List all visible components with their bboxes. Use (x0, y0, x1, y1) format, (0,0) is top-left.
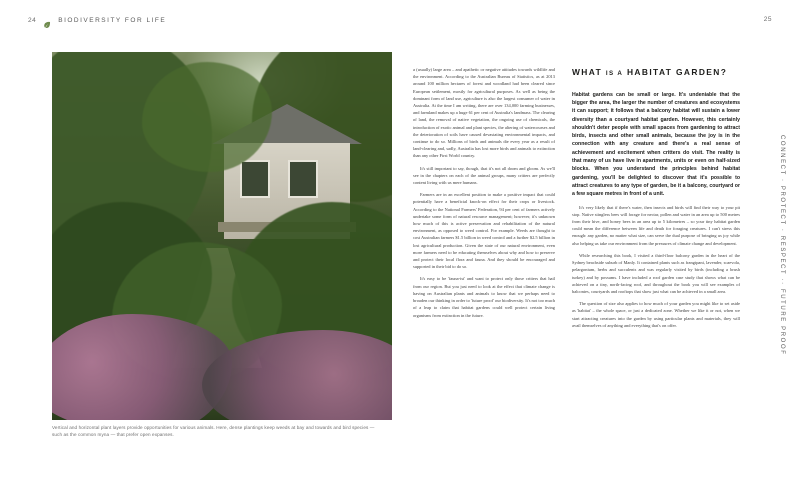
body-column-continuation (413, 66, 555, 324)
paragraph: It's still important to say, though, that it's not all doom and gloom. As we'll see in the chapters on each of the animal groups, many critters are perfectly content living with us mere humans. (413, 165, 555, 186)
section-heading-small: IS A (605, 70, 624, 77)
section-standfirst: Habitat gardens can be small or large. It's undeniable that the bigger the area, the larger the number of creatures and ecosystems it can support; it follows that a balcony habitat will sustain a lower diversity than a courtyard habitat garden. However, this certainly shouldn't deter people with small spaces from gardening to attract birds, insects and other small animals, because the joy is in the connection with any creature and there's a real sense of achievement and excitement when critters do visit. The reality is that many of us have live in apartments, units or even on half-sized blocks. When you understand the principles behind habitat gardening, you'll be delighted to discover that it's possible to attract creatures to any type of garden, be it a balcony, courtyard or a few square metres in front of a unit. (572, 91, 740, 198)
section-heading-main: WHAT (572, 67, 603, 77)
flowering-shrub-left (52, 314, 232, 420)
paragraph: While researching this book, I visited a third-floor balcony garden in the heart of the Sydney beachside suburb of Manly. It contained plants such as frangipani, lavender, scaevola, pelargonium, herbs and succulents and was regularly visited by birds (including a brush turkey) and by possums. I have included a roof garden case study that shows what can be achieved on a tiny, north-facing roof, and throughout the book you will see examples of balconies, courtyards and rooftops that show just what can be achieved in a small area. (572, 252, 740, 294)
house-window-right (288, 160, 318, 198)
section-side-tab-label: CONNECT · PROTECT · RESPECT ·· FUTURE PROOF (779, 135, 785, 356)
page-number-right: 25 (763, 16, 772, 23)
leaf-icon (43, 16, 51, 24)
section-column (572, 66, 740, 334)
running-head-left (28, 16, 166, 24)
garden-photograph (52, 52, 392, 420)
page-number-left: 24 (28, 16, 37, 24)
paragraph: The question of size also applies to how much of your garden you might like to set aside as 'habitat' – the whole space, or just a dedicated zone. Whether we like it or not, when we start attracting creatures into the garden by using particular plants and materials, they will avail themselves of anything and everything that's on offer. (572, 301, 740, 328)
section-side-tab (776, 135, 788, 355)
photo-caption: Vertical and horizontal plant layers provide opportunities for various animals. Here, dense plantings keep weeds at bay and towards and bird species — such as the common myna — that prefer open expanses. (52, 425, 375, 438)
house-window-left (240, 160, 270, 198)
section-heading (572, 66, 740, 80)
paragraph: It's very likely that if there's water, then insects and birds will find their way to your pit stop. Native stingless bees will forage for nectar, pollen and water in an area up to 500 metres from their hive, and honey bees in an area up to 5 kilometres – so your tiny habitat garden could mean the difference between life and death for foraging creatures. I can't stress this enough: any garden, no matter what size, can serve the dual purpose of bringing us joy while also helping us take our environment from the pressures of climate change and development. (572, 204, 740, 246)
section-heading-tail: HABITAT GARDEN? (626, 67, 728, 77)
paragraph: a (usually) large area – and apathetic or negative attitudes towards wildlife and the environment. According to the Australian Bureau of Statistics, as at 2013 around 100 million hectares of forest and woodland had been cleared since European settlement, mostly for agricultural purposes. As well as being the dominant form of land use, agriculture is also the largest consumer of water in Australia. At the time I am writing, there are over 134,000 farming businesses, and farmland makes up a huge 61 per cent of Australia's landmass. The clearing of land, the removal of native vegetation, the ongoing use of chemicals, the introduction of exotic animal and plant species, the altering of watercourses and the deterioration of soils have caused devastating environmental impacts, and continue to do so. Millions of birds and animals die every year as a result of land-clearing and, sadly, Australia has lost more birds and animals to extinction than any other First World country. (413, 67, 555, 159)
paragraph: It's easy to be 'fauna-ist' and want to protect only those critters that hail from our region. But you just need to look at the effect that climate change is having on Australian plants and animals to know that we perhaps need to broaden our thinking in order to 'future proof' our biodiversity. It's not too much of a leap to claim that habitat gardens could well protect certain living organisms from extinction in the future. (413, 276, 555, 318)
running-head-title: BIODIVERSITY FOR LIFE (58, 16, 167, 24)
photo-block (52, 52, 392, 438)
paragraph: Farmers are in an excellent position to make a positive impact that could potentially have a beneficial knock-on effect for their crops or livestock. According to the National Farmers' Federation, 94 per cent of farmers actively undertake some form of natural resource management; however, it's unknown how much of this is active preservation and rehabilitation of the natural environment, as opposed to weed control. For example. Weeds are thought to cost Australian farmers $1.5 billion in weed control and a further $2.5 billion in lost agricultural production. Given the state of our natural environment, even more farmers need to be educating themselves about why and how to preserve and protect their local flora and fauna. And they should be encouraged and supported in their bid to do so. (413, 192, 555, 270)
